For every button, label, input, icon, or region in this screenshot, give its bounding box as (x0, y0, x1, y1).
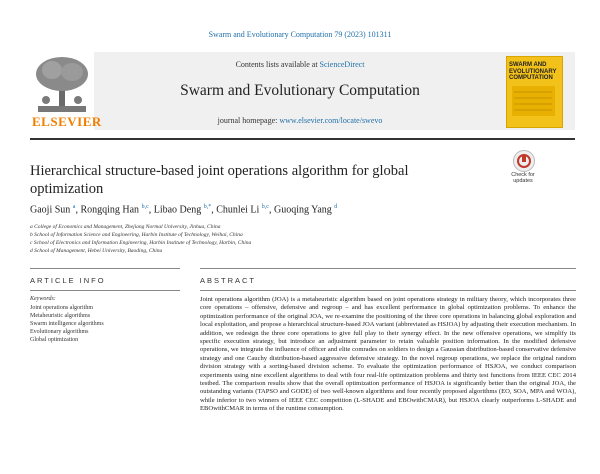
article-info-divider (30, 290, 180, 291)
abstract-heading: ABSTRACT (200, 276, 257, 285)
abstract-text: Joint operations algorithm (JOA) is a metaheuristic algorithm based on joint operations strategy in military theory, which incorporates three core operations – offensive, defensive and regroup – and has excellent performance in global optimization problems. To enhance the optimization performance of the original JOA, we re-examine the positioning of the three core operations in balancing global exploration and local exploitation, and propose a hierarchical structure-based JOA variant (abbreviated as HSJOA) by adjusting their execution mechanism. In addition, we redesign the three core operations to give full play to their synergy effect. In the new offensive operations, we simplify its specific execution strategy, but introduce an adjustment parameter to retain valuable position information. In the modified defensive operations, we integrate the influence of officer and elite comrades on soldiers to design a Gaussian distribution-based conservative defensive strategy and one Cauchy distribution-based aggressive defensive strategy. In the novel regroup operations, we replace the original random division strategy with a sorting-based division scheme. To evaluate the optimization performance of HSJOA, we conduct comparison experiments using nine excellent algorithms to deal with four real-life optimization problems and thirty test functions from IEEE CEC 2014 testbed. The comparison results show that the overall optimization performance of HSJOA is significantly better than the original JOA, the outstanding variants (TAPSO and GODE) of two well-known algorithms and four recently proposed algorithms (EO, SOA, MPA and WOA), while inferior to two winners of IEEE CEC competition (L-SHADE and EBOwithCMAR), but HSJOA clearly outperforms L-SHADE and EBOwithCMAR in terms of the runtime consumption. (200, 296, 576, 413)
abstract-top-rule (200, 268, 576, 269)
author-name[interactable]: Gaoji Sun (30, 204, 71, 216)
affiliation: c School of Electronics and Information Engineering, Harbin Institute of Technology, Harbin, China (30, 240, 252, 246)
contents-prefix: Contents lists available at (235, 60, 318, 69)
homepage-link[interactable]: www.elsevier.com/locate/swevo (279, 116, 383, 125)
author-name[interactable]: Libao Deng (153, 204, 202, 216)
author-list: Gaoji Sun $^a$, Rongqing Han $^{b,c}$, Libao Deng $^{b,*}$, Chunlei Li $^{b,c}$, Guoqing Yang $^d$ (30, 204, 338, 216)
keywords-label: Keywords: (30, 296, 56, 302)
keyword: Metaheuristic algorithms (30, 313, 91, 319)
author-name[interactable]: Guoqing Yang (273, 204, 332, 216)
author-affiliation-marker[interactable]: a (72, 204, 76, 210)
cover-title: SWARM AND EVOLUTIONARY COMPUTATION (509, 62, 557, 81)
affiliation: b School of Information Science and Engineering, Harbin Institute of Technology, Weihai, China (30, 232, 243, 238)
abstract-body (200, 296, 576, 414)
journal-homepage (100, 116, 500, 125)
paper-title (30, 162, 490, 198)
keyword: Swarm intelligence algorithms (30, 321, 104, 327)
affiliation: d School of Management, Hebei University, Baoding, China (30, 248, 163, 254)
badge-line-2: updates (513, 178, 533, 184)
homepage-prefix: journal homepage: (217, 116, 278, 125)
badge-line-1: Check for (511, 172, 535, 178)
abstract-divider (200, 290, 576, 291)
contents-line (100, 60, 500, 69)
author-name[interactable]: Chunlei Li (216, 204, 260, 216)
sciencedirect-link[interactable]: ScienceDirect (319, 60, 365, 69)
affiliation: a College of Economics and Management, Zhejiang Normal University, Jinhua, China (30, 224, 221, 230)
cover-graphic (510, 84, 557, 122)
keyword: Evolutionary algorithms (30, 329, 89, 335)
journal-title: Swarm and Evolutionary Computation (180, 82, 420, 99)
paper-title-line-2: optimization (30, 181, 104, 197)
paper-title-line-1: Hierarchical structure-based joint operations algorithm for global (30, 163, 409, 179)
publisher-name: ELSEVIER (32, 114, 102, 129)
article-info-heading: ARTICLE INFO (30, 276, 106, 285)
journal-citation[interactable]: Swarm and Evolutionary Computation 79 (2023) 101311 (208, 30, 392, 39)
author-affiliation-marker[interactable]: b,c (141, 204, 149, 210)
elsevier-tree-logo (34, 56, 90, 114)
author-name[interactable]: Rongqing Han (80, 204, 140, 216)
keyword: Joint operations algorithm (30, 305, 93, 311)
article-info-top-rule (30, 268, 180, 269)
header-divider (30, 138, 575, 140)
check-for-updates-label[interactable] (506, 172, 540, 184)
keyword: Global optimization (30, 337, 79, 343)
author-affiliation-marker[interactable]: d (334, 204, 338, 210)
author-affiliation-marker[interactable]: b,* (203, 204, 212, 210)
check-for-updates-icon[interactable] (513, 150, 535, 172)
author-affiliation-marker[interactable]: b,c (261, 204, 269, 210)
